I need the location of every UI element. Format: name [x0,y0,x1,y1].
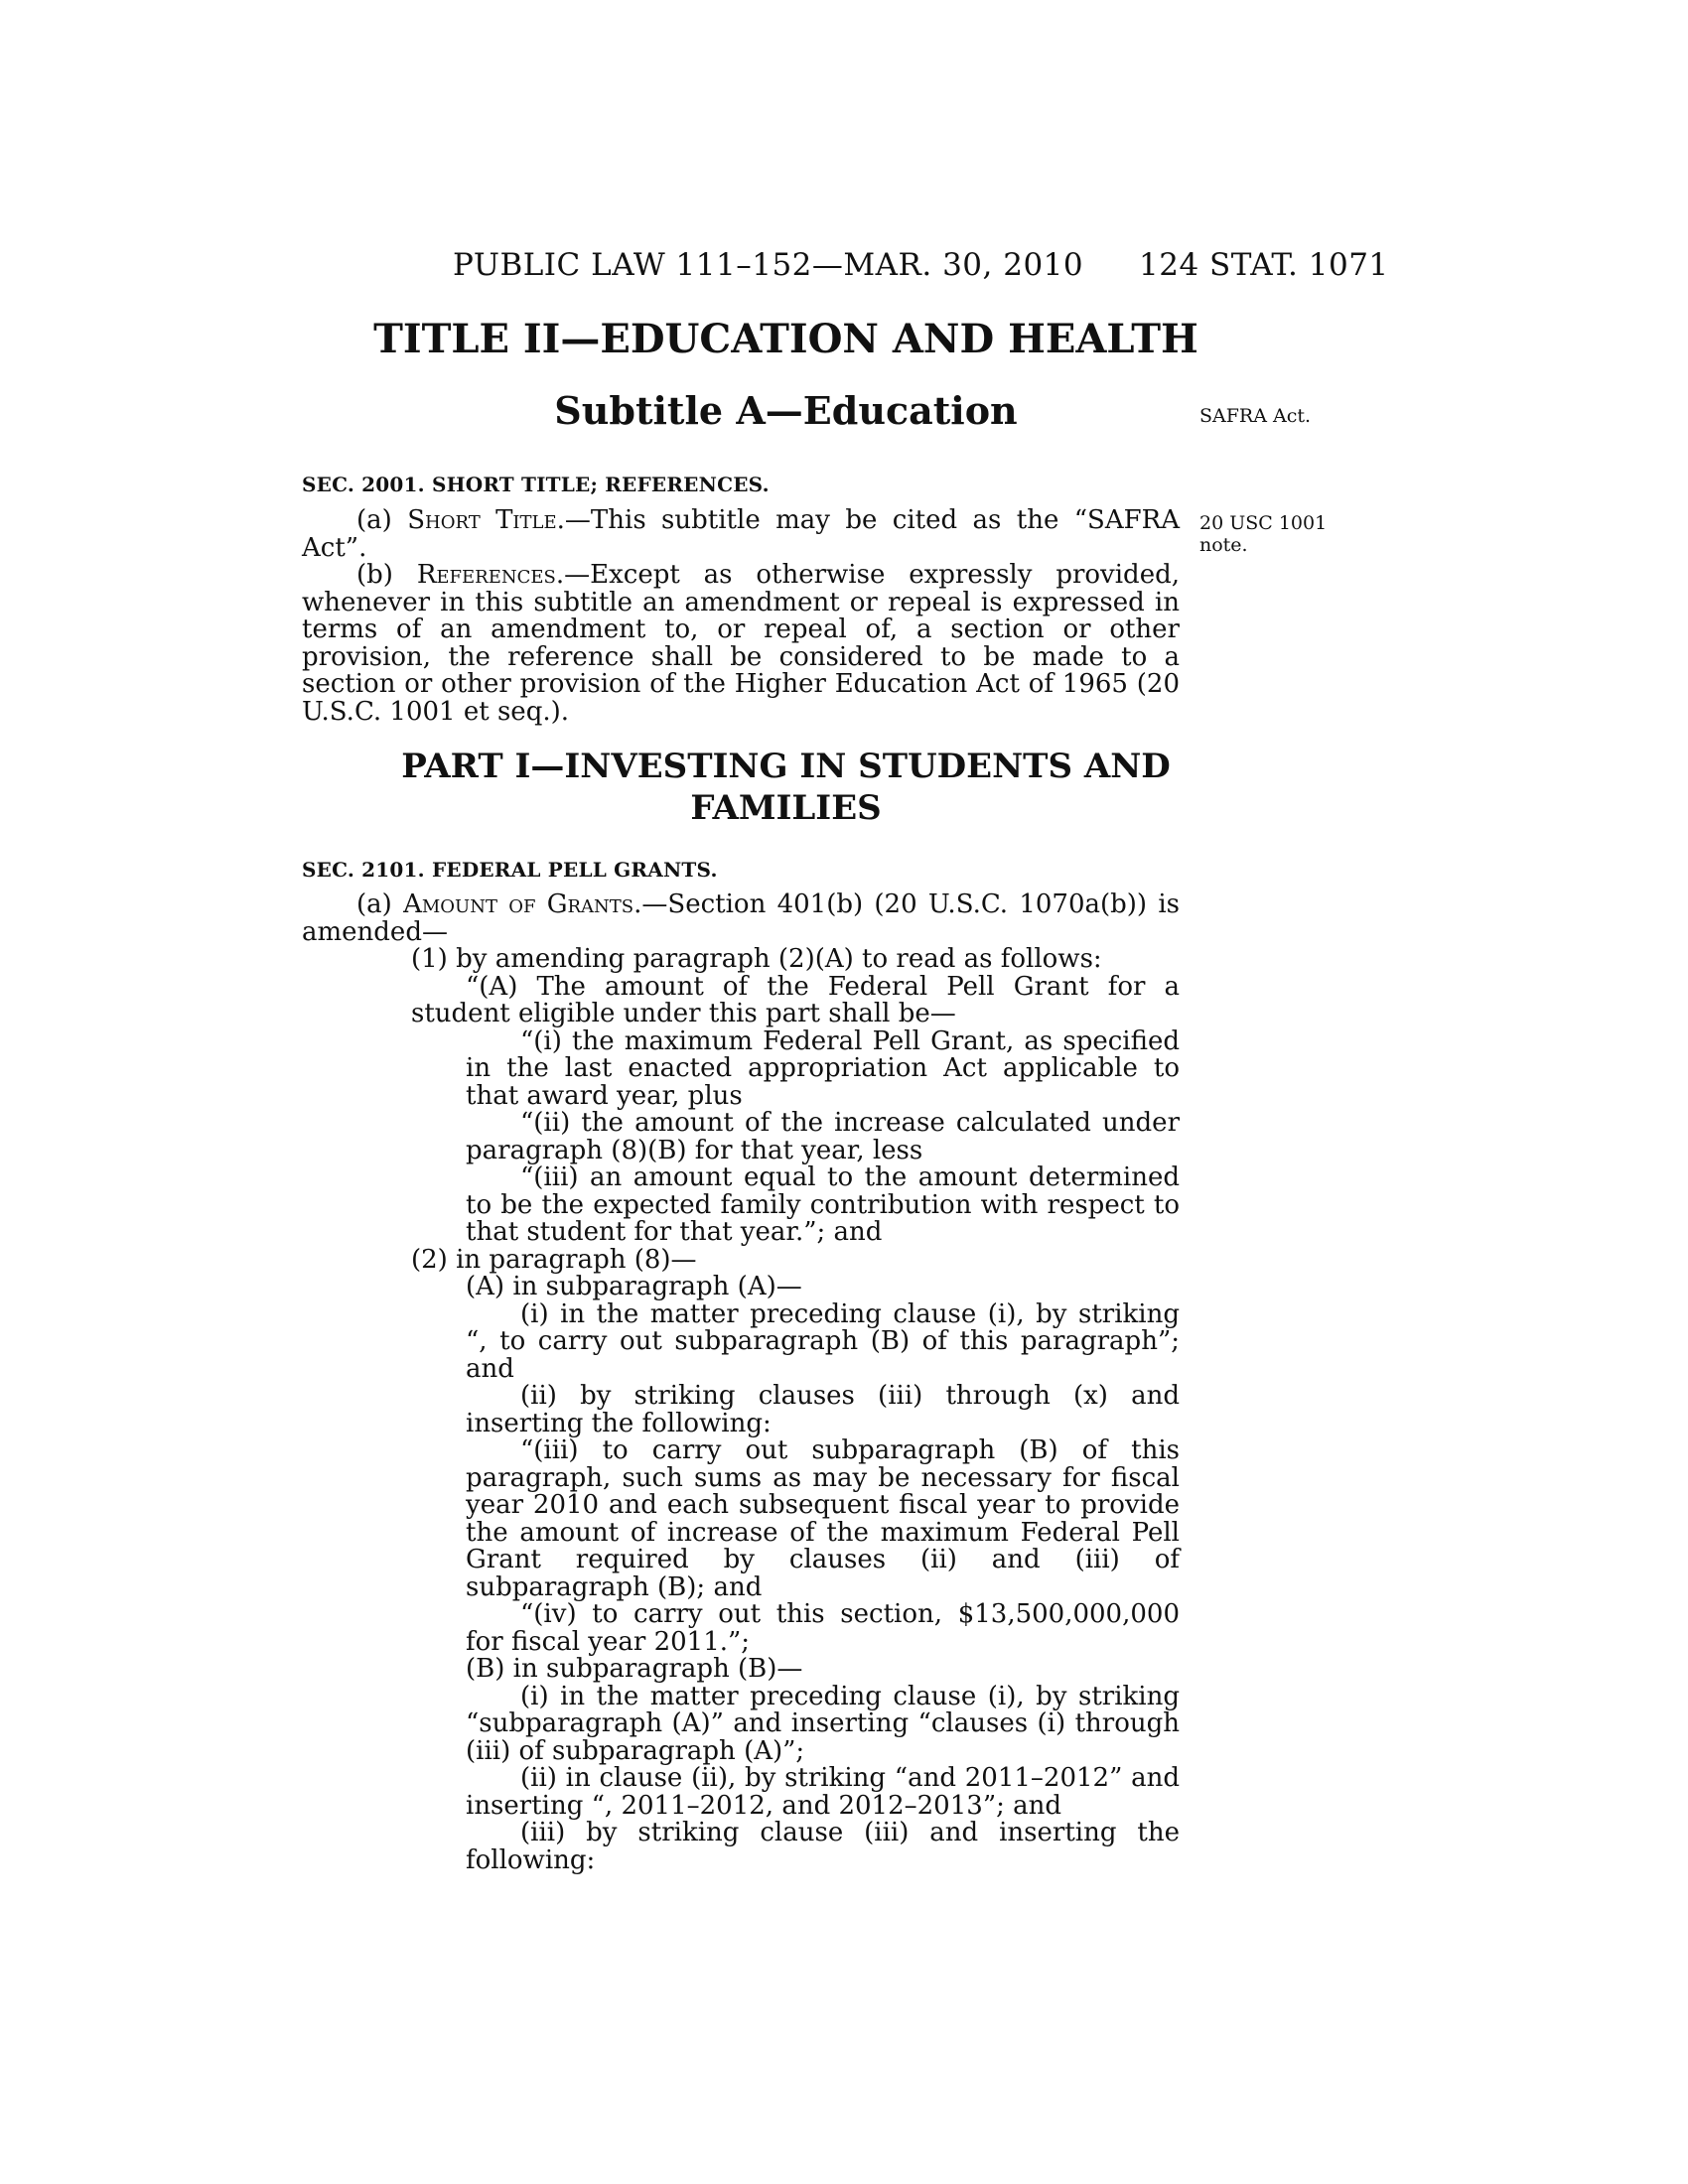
paragraph-2-A-ii: (ii) by striking clauses (iii) through (x) and inserting the following: [466,1381,1180,1438]
paragraph-2-B: (B) in subparagraph (B)— [466,1654,803,1684]
margin-note-usc-line1: 20 USC 1001 [1199,512,1328,534]
part-heading-line2: FAMILIES [690,788,882,828]
paragraph-2-A-ii-iii: “(iii) to carry out subparagraph (B) of this paragraph, such sums as may be necessary for fiscal year 2010 and each subsequent fiscal year to provide the amount of increase of the maximum Federal Pell Grant required by clauses (ii) and (iii) of subparagraph (B); and [466,1435,1180,1602]
section-2101-heading: SEC. 2101. FEDERAL PELL GRANTS. [302,858,718,882]
margin-note-usc [1199,512,1327,556]
paragraph-1-A-i: “(i) the maximum Federal Pell Grant, as specified in the last enacted appropriation Act applicable to that award year, plus [466,1025,1180,1111]
subsection-a-amount-of-grants: (a) Amount of Grants.—Section 401(b) (20 U.S.C. 1070a(b)) is amended— [302,889,1180,947]
margin-note-safra: SAFRA Act. [1199,405,1312,427]
paragraph-2-B-iii: (iii) by striking clause (iii) and inserting the following: [466,1818,1180,1875]
subtitle-heading: Subtitle A—Education [554,388,1018,433]
paragraph-2-B-ii: (ii) in clause (ii), by striking “and 2011–2012” and inserting “, 2011–2012, and 2012–2013”; and [466,1763,1180,1821]
paragraph-2: (2) in paragraph (8)— [411,1244,697,1275]
paragraph-2-A-ii-iv: “(iv) to carry out this section, $13,500,000,000 for fiscal year 2011.”; [466,1599,1180,1657]
running-header-right: 124 STAT. 1071 [1139,247,1389,283]
paragraph-1: (1) by amending paragraph (2)(A) to read as follows: [411,944,1102,974]
paragraph-1-A: “(A) The amount of the Federal Pell Grant for a student eligible under this part shall be— [411,971,1180,1028]
paragraph-2-A-i: (i) in the matter preceding clause (i), by striking “, to carry out subparagraph (B) of this paragraph”; and [466,1298,1180,1384]
running-header-left: PUBLIC LAW 111–152—MAR. 30, 2010 [453,247,1084,283]
paragraph-1-A-iii: “(iii) an amount equal to the amount determined to be the expected family contribution with respect to that student for that year.”; and [466,1162,1180,1247]
title-heading: TITLE II—EDUCATION AND HEALTH [373,316,1198,362]
margin-note-usc-line2: note. [1199,534,1248,556]
paragraph-1-A-ii: “(ii) the amount of the increase calculated under paragraph (8)(B) for that year, less [466,1108,1180,1165]
section-2101-body [302,891,1180,1874]
subsection-a-short-title: (a) Short Title.—This subtitle may be cited as the “SAFRA Act”. [302,505,1181,563]
subsection-b-references: (b) References.—Except as otherwise expressly provided, whenever in this subtitle an amendment or repeal is expressed in terms of an amendment to, or repeal of, a section or other provision, the reference shall be considered to be made to a section or other provision of the Higher Education Act of 1965 (20 U.S.C. 1001 et seq.). [302,560,1180,727]
section-2001-heading: SEC. 2001. SHORT TITLE; REFERENCES. [302,473,770,496]
paragraph-2-A: (A) in subparagraph (A)— [466,1272,802,1301]
part-heading-line1: PART I—INVESTING IN STUDENTS AND [401,747,1171,786]
section-2001-body [302,507,1180,726]
paragraph-2-B-i: (i) in the matter preceding clause (i), by striking “subparagraph (A)” and inserting “clauses (i) through (iii) of subparagraph (A)”; [466,1681,1180,1766]
